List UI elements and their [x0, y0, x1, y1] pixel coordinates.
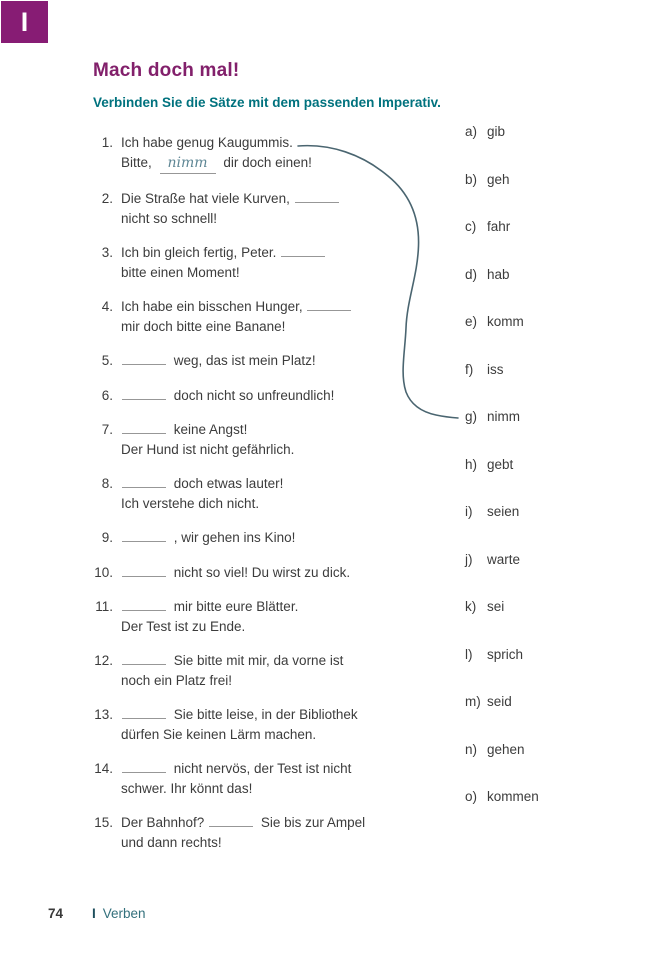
option-item — [465, 597, 539, 616]
item-number: 3. — [101, 245, 113, 260]
option-letter: o) — [465, 789, 478, 804]
footer-section-marker: I — [92, 906, 96, 921]
option-item — [465, 265, 539, 284]
exercise-item — [91, 420, 461, 459]
sentence-text: Ich habe genug Kaugummis. — [121, 135, 293, 150]
item-line — [121, 671, 343, 691]
option-word: gib — [487, 124, 506, 139]
item-line — [121, 317, 355, 337]
options-column — [465, 122, 539, 835]
item-line — [121, 813, 365, 833]
exercise-item — [91, 563, 461, 583]
item-line — [121, 189, 343, 209]
sentence-text: mir bitte eure Blätter. — [173, 599, 299, 614]
footer-section-label: Verben — [102, 906, 146, 921]
items-column — [91, 133, 461, 867]
item-number: 2. — [101, 191, 113, 206]
item-number: 1. — [101, 135, 113, 150]
option-word: sei — [487, 599, 505, 614]
item-number: 4. — [101, 299, 113, 314]
option-word: nimm — [487, 409, 520, 424]
item-text — [121, 297, 355, 336]
item-line — [121, 474, 283, 494]
option-item — [465, 407, 539, 426]
item-line — [121, 209, 343, 229]
item-line — [121, 351, 316, 371]
item-number: 11. — [95, 599, 113, 614]
item-text — [121, 243, 329, 282]
sentence-text: Der Bahnhof? — [121, 815, 205, 830]
exercise-item — [91, 243, 461, 282]
option-letter: g) — [465, 409, 478, 424]
sentence-text: Sie bis zur Ampel — [260, 815, 366, 830]
option-item — [465, 787, 539, 806]
item-line — [121, 420, 294, 440]
footer — [92, 906, 146, 921]
sentence-text: Ich habe ein bisschen Hunger, — [121, 299, 303, 314]
blank-line — [122, 353, 166, 365]
option-item — [465, 170, 539, 189]
blank-line — [281, 245, 325, 257]
sentence-text: noch ein Platz frei! — [121, 672, 233, 688]
blank-line — [122, 565, 166, 577]
sentence-text: Ich verstehe dich nicht. — [121, 495, 260, 511]
option-word: iss — [487, 361, 504, 377]
option-word: komm — [487, 314, 524, 329]
page-number: 74 — [48, 906, 64, 921]
exercise-item — [91, 759, 461, 798]
item-text — [121, 651, 343, 690]
option-word: geh — [487, 171, 510, 187]
exercise-item — [91, 133, 461, 174]
option-item — [465, 692, 539, 711]
option-word: fahr — [487, 219, 511, 234]
option-item — [465, 217, 539, 236]
exercise-item — [91, 189, 461, 228]
item-text — [121, 528, 295, 548]
sentence-text: Sie bitte leise, in der Bibliothek — [173, 707, 358, 722]
instruction-text: Verbinden Sie die Sätze mit dem passenden Imperativ. — [93, 95, 441, 110]
option-word: gebt — [487, 456, 514, 472]
item-number: 9. — [101, 530, 113, 545]
blank-line — [122, 388, 166, 400]
sentence-text: dir doch einen! — [223, 154, 312, 170]
item-text — [121, 705, 358, 744]
option-word: gehen — [487, 741, 525, 757]
option-item — [465, 455, 539, 474]
item-line — [121, 725, 358, 745]
item-text — [121, 133, 312, 174]
sentence-text: bitte einen Moment! — [121, 264, 240, 280]
option-word: seid — [487, 694, 512, 709]
blank-line — [209, 815, 253, 827]
sentence-text: Der Test ist zu Ende. — [121, 618, 246, 634]
option-letter: i) — [465, 504, 473, 519]
item-line — [121, 243, 329, 263]
blank-line — [295, 191, 339, 203]
sentence-text: und dann rechts! — [121, 834, 222, 850]
option-letter: j) — [465, 551, 473, 567]
blank-line — [122, 761, 166, 773]
option-item — [465, 360, 539, 379]
option-letter: h) — [465, 456, 478, 472]
sentence-text: , wir gehen ins Kino! — [173, 530, 296, 545]
item-line — [121, 651, 343, 671]
item-line — [121, 528, 295, 548]
option-letter: a) — [465, 124, 478, 139]
item-text — [121, 386, 334, 406]
item-line — [121, 563, 350, 583]
option-word: warte — [487, 551, 521, 567]
sentence-text: nicht so schnell! — [121, 210, 218, 226]
exercise-item — [91, 474, 461, 513]
item-line — [121, 153, 312, 175]
item-line — [121, 705, 358, 725]
item-line — [121, 297, 355, 317]
blank-line — [122, 599, 166, 611]
exercise-item — [91, 351, 461, 371]
sentence-text: weg, das ist mein Platz! — [173, 353, 316, 368]
item-text — [121, 420, 294, 459]
item-line — [121, 617, 298, 637]
item-number: 14. — [94, 761, 113, 776]
sentence-text: mir doch bitte eine Banane! — [121, 318, 286, 334]
sentence-text: nicht nervös, der Test ist nicht — [173, 761, 352, 776]
item-text — [121, 474, 283, 513]
item-line — [121, 494, 283, 514]
blank-line — [122, 422, 166, 434]
item-line — [121, 133, 312, 153]
sentence-text: nicht so viel! Du wirst zu dick. — [173, 564, 351, 580]
exercise-item — [91, 528, 461, 548]
item-line — [121, 833, 365, 853]
option-letter: b) — [465, 171, 478, 187]
item-text — [121, 563, 350, 583]
exercise-item — [91, 651, 461, 690]
option-word: kommen — [487, 789, 539, 804]
option-letter: e) — [465, 314, 478, 329]
exercise-item — [91, 386, 461, 406]
page-title: Mach doch mal! — [93, 60, 240, 81]
item-number: 10. — [94, 564, 113, 580]
item-text — [121, 597, 298, 636]
item-number: 7. — [101, 422, 113, 437]
sentence-text: Ich bin gleich fertig, Peter. — [121, 245, 277, 260]
item-text — [121, 351, 316, 371]
item-number: 12. — [94, 653, 113, 668]
item-number: 6. — [101, 387, 113, 403]
option-item — [465, 550, 539, 569]
option-item — [465, 740, 539, 759]
item-text — [121, 759, 351, 798]
item-number: 5. — [101, 353, 113, 368]
option-item — [465, 502, 539, 521]
blank-line — [122, 707, 166, 719]
blank-line — [122, 530, 166, 542]
exercise-item — [91, 597, 461, 636]
sentence-text: schwer. Ihr könnt das! — [121, 780, 253, 796]
exercise-item — [91, 297, 461, 336]
option-letter: n) — [465, 741, 478, 757]
option-word: sprich — [487, 646, 524, 662]
option-letter: c) — [465, 219, 477, 234]
handwritten-answer: nimm — [167, 154, 208, 171]
item-text — [121, 189, 343, 228]
blank-line — [122, 476, 166, 488]
option-word: hab — [487, 266, 510, 282]
option-letter: f) — [465, 361, 474, 377]
option-letter: d) — [465, 266, 478, 282]
item-line — [121, 386, 334, 406]
sentence-text: Die Straße hat viele Kurven, — [121, 191, 290, 206]
sentence-text: Bitte, — [121, 154, 152, 170]
option-item — [465, 312, 539, 331]
blank-line — [122, 653, 166, 665]
option-letter: m) — [465, 694, 481, 709]
sentence-text: Der Hund ist nicht gefährlich. — [121, 441, 295, 457]
option-item — [465, 645, 539, 664]
sentence-text: dürfen Sie keinen Lärm machen. — [121, 726, 317, 742]
option-word: seien — [487, 504, 520, 519]
item-number: 13. — [94, 707, 113, 722]
item-line — [121, 263, 329, 283]
item-line — [121, 597, 298, 617]
item-line — [121, 779, 351, 799]
option-letter: l) — [465, 646, 473, 662]
sentence-text: keine Angst! — [173, 422, 248, 437]
option-item — [465, 122, 539, 141]
item-number: 8. — [101, 476, 113, 491]
answer-blank — [160, 153, 216, 175]
sentence-text: Sie bitte mit mir, da vorne ist — [173, 653, 344, 668]
exercise-item — [91, 813, 461, 852]
blank-line — [307, 299, 351, 311]
exercise-item — [91, 705, 461, 744]
item-line — [121, 759, 351, 779]
option-letter: k) — [465, 599, 477, 614]
sentence-text: doch etwas lauter! — [173, 476, 284, 491]
item-number: 15. — [94, 815, 113, 830]
sentence-text: doch nicht so unfreundlich! — [173, 387, 335, 403]
item-text — [121, 813, 365, 852]
chapter-tab: I — [1, 1, 48, 43]
item-line — [121, 440, 294, 460]
